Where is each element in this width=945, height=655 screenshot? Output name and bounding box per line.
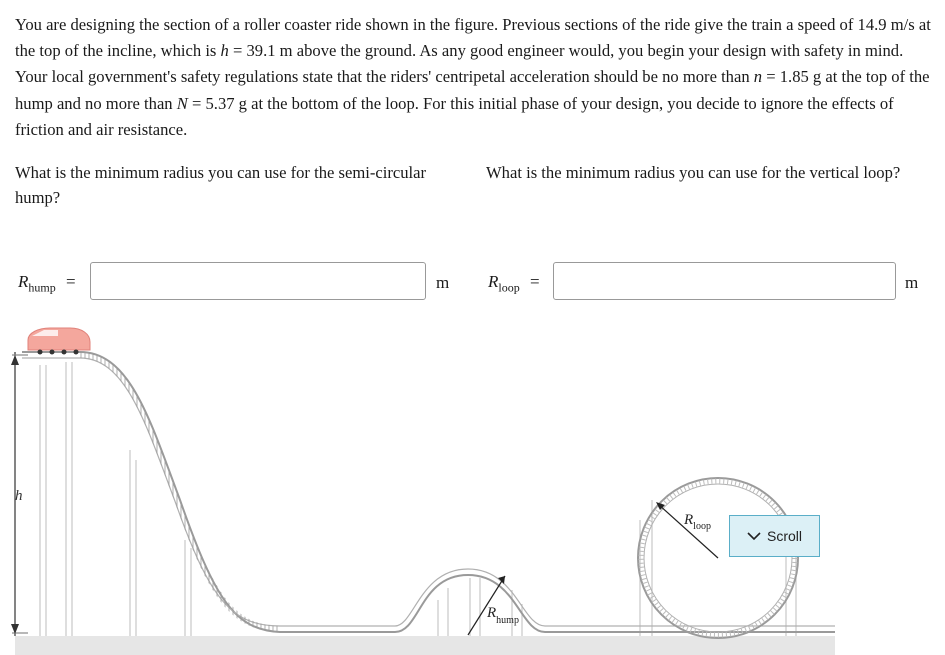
coaster-car — [28, 328, 90, 355]
r-loop-fig-sub: loop — [693, 521, 711, 532]
question-hump: What is the minimum radius you can use for the semi-circular hump? — [15, 163, 427, 207]
big-n-variable: N — [176, 93, 188, 113]
hump-unit: m — [436, 273, 450, 292]
chevron-down-icon — [747, 531, 761, 541]
h-variable: h — [220, 41, 229, 61]
problem-statement: You are designing the section of a roller coaster ride shown in the figure. Previous sections of the ride give the train a speed of 14.9 m/s at the top of the incline, which is h = 39.1 m above the ground. As any good engineer would, you begin your design with safety in mind. Your local government's safety regulations state that the riders' centripetal acceleration should be no more than n = 1.85 g at the top of the hump and no more than N = 5.37 g at the bottom of the loop. For this initial phase of your design, you decide to ignore the effects of friction and air resistance. — [15, 15, 931, 139]
ground — [15, 636, 835, 655]
r-loop-label: $R_{loop}$ = — [488, 272, 540, 295]
r-hump-label: $R_{hump}$ = — [18, 272, 76, 295]
scroll-button-label: Scroll — [766, 528, 802, 544]
r-hump-fig-var: R — [487, 605, 497, 621]
r-hump-fig-sub: hump — [496, 615, 519, 626]
question-loop: What is the minimum radius you can use for the vertical loop? — [486, 163, 901, 182]
svg-text:Rloop — [683, 512, 711, 532]
scroll-button[interactable] — [729, 515, 820, 557]
n-variable: n — [753, 67, 763, 87]
loop-unit: m — [905, 273, 919, 292]
support-columns — [40, 362, 796, 636]
r-loop-fig-var: R — [684, 512, 694, 528]
svg-text:Rhump — [486, 605, 519, 626]
h-label: h — [15, 488, 23, 504]
track — [22, 352, 835, 632]
